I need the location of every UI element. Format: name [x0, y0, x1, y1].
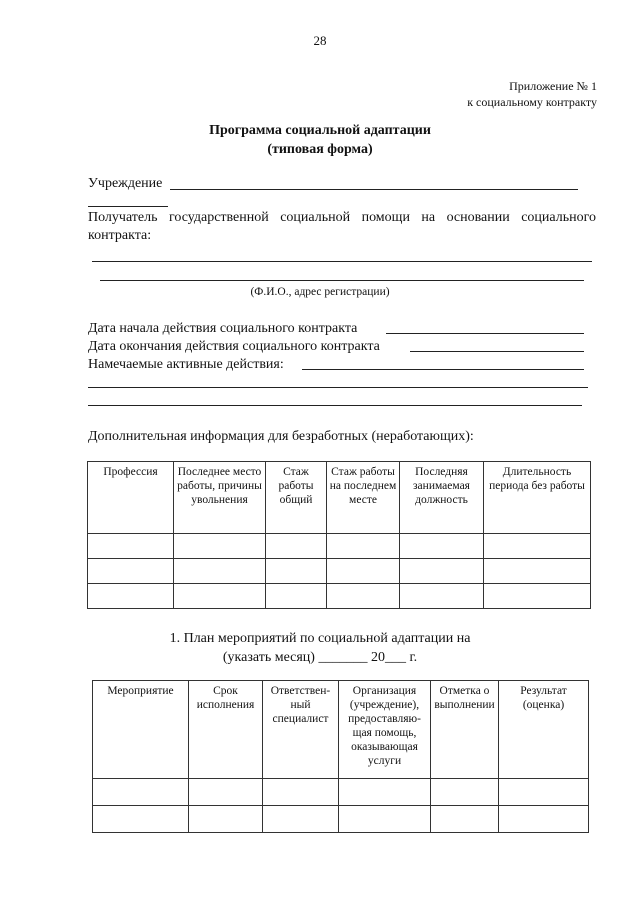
- col-activity: Мероприятие: [93, 681, 189, 779]
- plan-section-heading: [0, 629, 640, 667]
- col-organization: Организация (учреждение), предоставляю-щая помощь, оказывающая услуги: [339, 681, 431, 779]
- table-cell[interactable]: [88, 559, 174, 584]
- appendix-line-2: к социальному контракту: [467, 95, 597, 109]
- table-cell[interactable]: [431, 779, 499, 806]
- recipient-field-line-1[interactable]: [92, 261, 592, 262]
- document-title: [0, 121, 640, 159]
- table-row: [88, 559, 591, 584]
- table-cell[interactable]: [263, 779, 339, 806]
- table-cell[interactable]: [93, 806, 189, 833]
- col-completion-mark: Отметка о выполнении: [431, 681, 499, 779]
- plan-table-header: [93, 681, 589, 779]
- contract-start-label: Дата начала действия социального контракта: [88, 321, 358, 336]
- table-cell[interactable]: [400, 584, 484, 609]
- appendix-note: [467, 78, 597, 110]
- table-row: [88, 584, 591, 609]
- unemployed-table: [87, 461, 591, 609]
- table-cell[interactable]: [327, 559, 400, 584]
- active-actions-line-2[interactable]: [88, 387, 588, 388]
- col-last-position: Последняя занимаемая должность: [400, 462, 484, 534]
- recipient-caption: (Ф.И.О., адрес регистрации): [250, 286, 390, 298]
- unemployed-info-label: Дополнительная информация для безработных (неработающих):: [88, 429, 474, 444]
- table-cell[interactable]: [327, 534, 400, 559]
- institution-field-continuation[interactable]: [88, 206, 168, 207]
- recipient-text: Получатель государственной социальной помощи на основании социального контракта:: [88, 210, 596, 243]
- col-responsible: Ответствен-ный специалист: [263, 681, 339, 779]
- table-cell[interactable]: [400, 534, 484, 559]
- plan-table: [92, 680, 589, 833]
- contract-end-label: Дата окончания действия социального контракта: [88, 339, 380, 354]
- col-last-place-experience: Стаж работы на последнем месте: [327, 462, 400, 534]
- table-cell[interactable]: [93, 779, 189, 806]
- recipient-field-line-2[interactable]: [100, 280, 584, 281]
- col-result: Результат (оценка): [499, 681, 589, 779]
- col-last-workplace: Последнее место работы, причины увольнения: [174, 462, 266, 534]
- title-line-1: Программа социальной адаптации: [209, 123, 431, 138]
- col-total-experience: Стаж работы общий: [266, 462, 327, 534]
- table-cell[interactable]: [189, 806, 263, 833]
- table-cell[interactable]: [174, 534, 266, 559]
- table-row: [93, 806, 589, 833]
- col-unemployment-duration: Длительность периода без работы: [484, 462, 591, 534]
- plan-heading-line-1: 1. План мероприятий по социальной адаптации на: [169, 631, 471, 646]
- table-cell[interactable]: [484, 559, 591, 584]
- table-cell[interactable]: [431, 806, 499, 833]
- table-cell[interactable]: [499, 779, 589, 806]
- appendix-line-1: Приложение № 1: [509, 79, 597, 93]
- table-cell[interactable]: [88, 534, 174, 559]
- table-cell[interactable]: [400, 559, 484, 584]
- unemployed-table-header: [88, 462, 591, 534]
- table-cell[interactable]: [88, 584, 174, 609]
- page-number: 28: [313, 33, 327, 48]
- table-row: [88, 534, 591, 559]
- table-cell[interactable]: [266, 534, 327, 559]
- table-cell[interactable]: [174, 559, 266, 584]
- active-actions-line-3[interactable]: [88, 405, 582, 406]
- table-row: [93, 779, 589, 806]
- table-cell[interactable]: [484, 584, 591, 609]
- table-cell[interactable]: [174, 584, 266, 609]
- col-profession: Профессия: [88, 462, 174, 534]
- institution-label: Учреждение: [88, 176, 163, 191]
- table-cell[interactable]: [499, 806, 589, 833]
- table-cell[interactable]: [266, 559, 327, 584]
- table-cell[interactable]: [263, 806, 339, 833]
- contract-start-field[interactable]: [386, 333, 584, 334]
- institution-field[interactable]: [170, 189, 578, 190]
- active-actions-label: Намечаемые активные действия:: [88, 357, 284, 372]
- table-cell[interactable]: [266, 584, 327, 609]
- plan-heading-line-2: (указать месяц) _______ 20___ г.: [222, 650, 418, 665]
- col-deadline: Срок исполнения: [189, 681, 263, 779]
- title-line-2: (типовая форма): [267, 142, 373, 157]
- active-actions-field[interactable]: [302, 369, 584, 370]
- table-cell[interactable]: [339, 779, 431, 806]
- table-cell[interactable]: [327, 584, 400, 609]
- table-cell[interactable]: [484, 534, 591, 559]
- table-cell[interactable]: [339, 806, 431, 833]
- table-cell[interactable]: [189, 779, 263, 806]
- contract-end-field[interactable]: [410, 351, 584, 352]
